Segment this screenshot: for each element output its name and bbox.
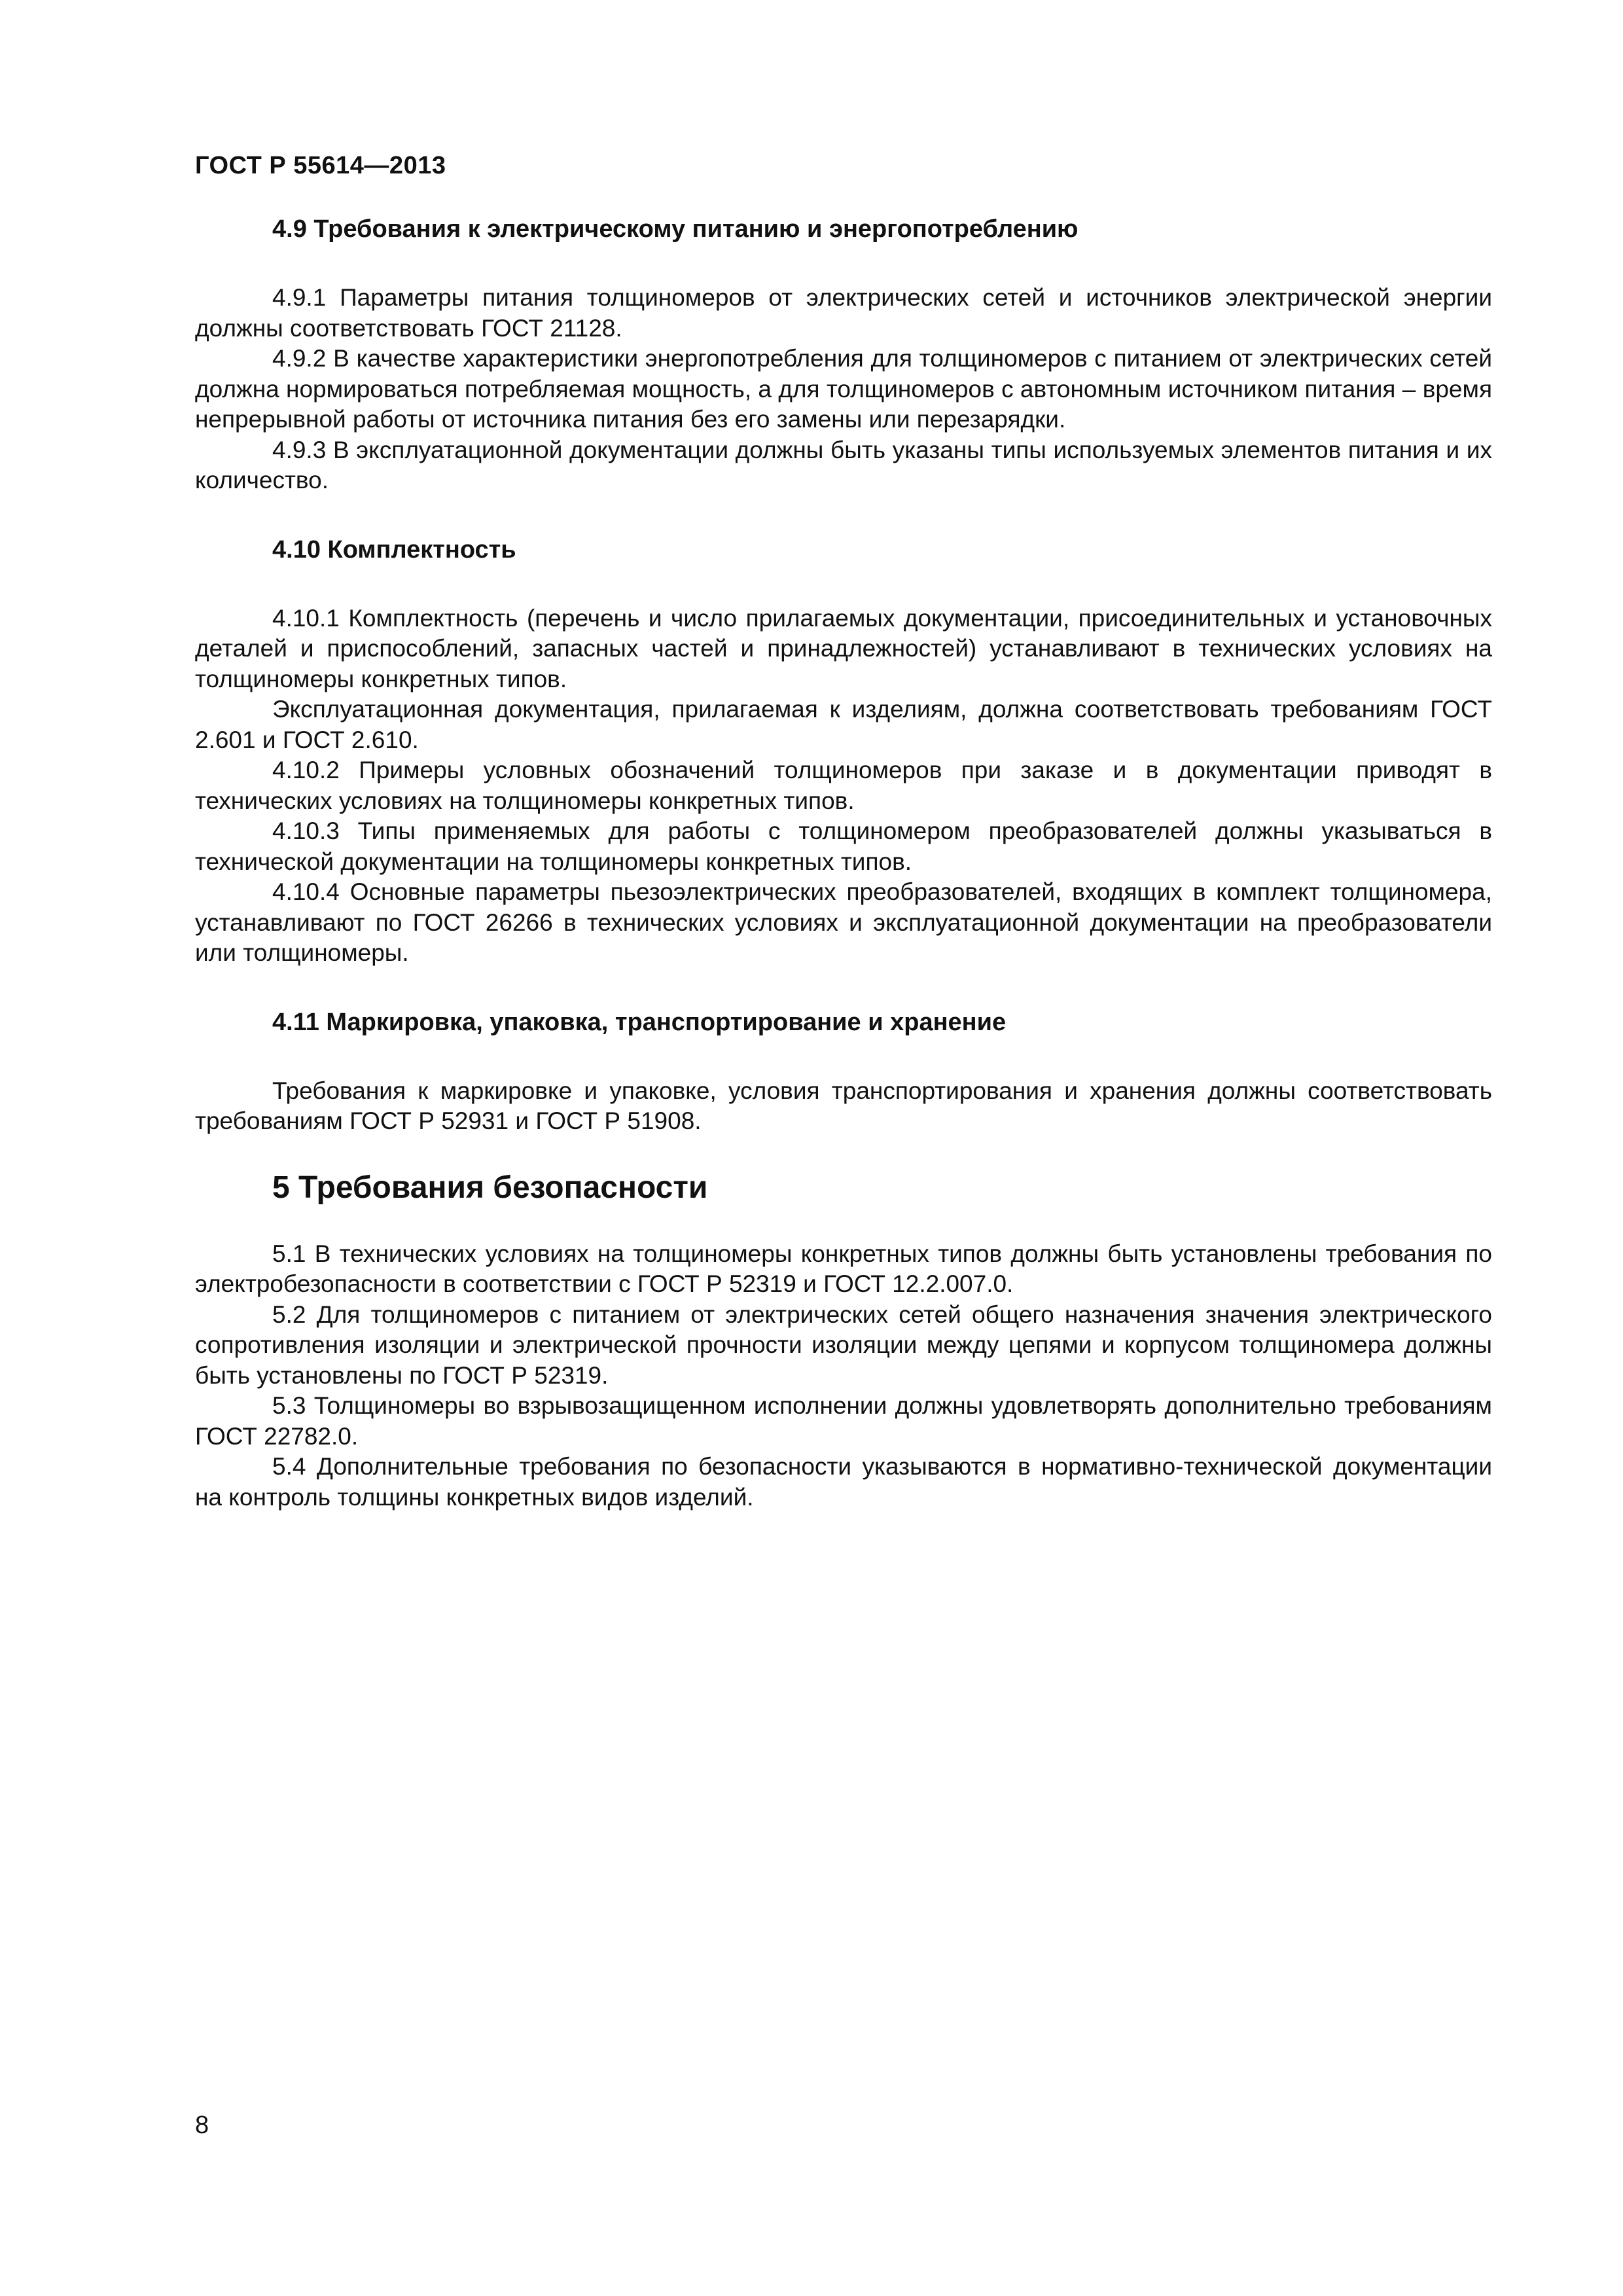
paragraph-4-10-4: 4.10.4 Основные параметры пьезоэлектрических преобразователей, входящих в комплект толщиномера, устанавливают по ГОСТ 26266 в технических условиях и эксплуатационной документации на преобразователи или толщиномеры.	[195, 878, 1492, 966]
section-body-4-9	[195, 283, 1492, 496]
section-heading-4-9: 4.9 Требования к электрическому питанию и энергопотреблению	[272, 215, 1079, 243]
paragraph-4-9-2: 4.9.2 В качестве характеристики энергопотребления для толщиномеров с питанием от электрических сетей должна нормироваться потребляемая мощность, а для толщиномеров с автономным источником питания – время непрерывной работы от источника питания без его замены или перезарядки.	[195, 345, 1492, 433]
paragraph-5-4: 5.4 Дополнительные требования по безопасности указываются в нормативно-технической документации на контроль толщины конкретных видов изделий.	[195, 1453, 1492, 1511]
section-heading-4-11: 4.11 Маркировка, упаковка, транспортирование и хранение	[272, 1008, 1007, 1036]
section-body-4-10	[195, 603, 1492, 969]
paragraph-4-10-2: 4.10.2 Примеры условных обозначений толщиномеров при заказе и в документации приводят в технических условиях на толщиномеры конкретных типов.	[195, 757, 1492, 814]
paragraph-4-11: Требования к маркировке и упаковке, условия транспортирования и хранения должны соответствовать требованиям ГОСТ Р 52931 и ГОСТ Р 51908.	[195, 1077, 1492, 1134]
paragraph-5-3: 5.3 Толщиномеры во взрывозащищенном исполнении должны удовлетворять дополнительно требованиям ГОСТ 22782.0.	[195, 1392, 1492, 1450]
section-body-4-11	[195, 1076, 1492, 1137]
page-number: 8	[195, 2111, 209, 2139]
paragraph-4-9-1: 4.9.1 Параметры питания толщиномеров от электрических сетей и источников электрической энергии должны соответствовать ГОСТ 21128.	[195, 284, 1492, 342]
document-body	[195, 213, 1492, 1551]
paragraph-5-2: 5.2 Для толщиномеров с питанием от электрических сетей общего назначения значения электрического сопротивления изоляции и электрической прочности изоляции между цепями и корпусом толщиномера должны быть установлены по ГОСТ Р 52319.	[195, 1300, 1492, 1389]
section-body-5	[195, 1239, 1492, 1513]
document-page	[195, 0, 1492, 2296]
paragraph-5-1: 5.1 В технических условиях на толщиномеры конкретных типов должны быть установлены требования по электробезопасности в соответствии с ГОСТ Р 52319 и ГОСТ 12.2.007.0.	[195, 1240, 1492, 1297]
paragraph-4-9-3: 4.9.3 В эксплуатационной документации должны быть указаны типы используемых элементов питания и их количество.	[195, 436, 1492, 493]
section-heading-4-10: 4.10 Комплектность	[272, 535, 516, 564]
paragraph-4-10-3: 4.10.3 Типы применяемых для работы с толщиномером преобразователей должны указываться в технической документации на толщиномеры конкретных типов.	[195, 817, 1492, 875]
document-code-header: ГОСТ Р 55614—2013	[195, 152, 446, 179]
section-heading-5: 5 Требования безопасности	[272, 1170, 708, 1205]
paragraph-4-10-1: 4.10.1 Комплектность (перечень и число прилагаемых документации, присоединительных и установочных деталей и приспособлений, запасных частей и принадлежностей) устанавливают в технических условиях на толщиномеры конкретных типов.	[195, 604, 1492, 692]
paragraph-4-10-1-docs: Эксплуатационная документация, прилагаемая к изделиям, должна соответствовать требованиям ГОСТ 2.601 и ГОСТ 2.610.	[195, 696, 1492, 753]
